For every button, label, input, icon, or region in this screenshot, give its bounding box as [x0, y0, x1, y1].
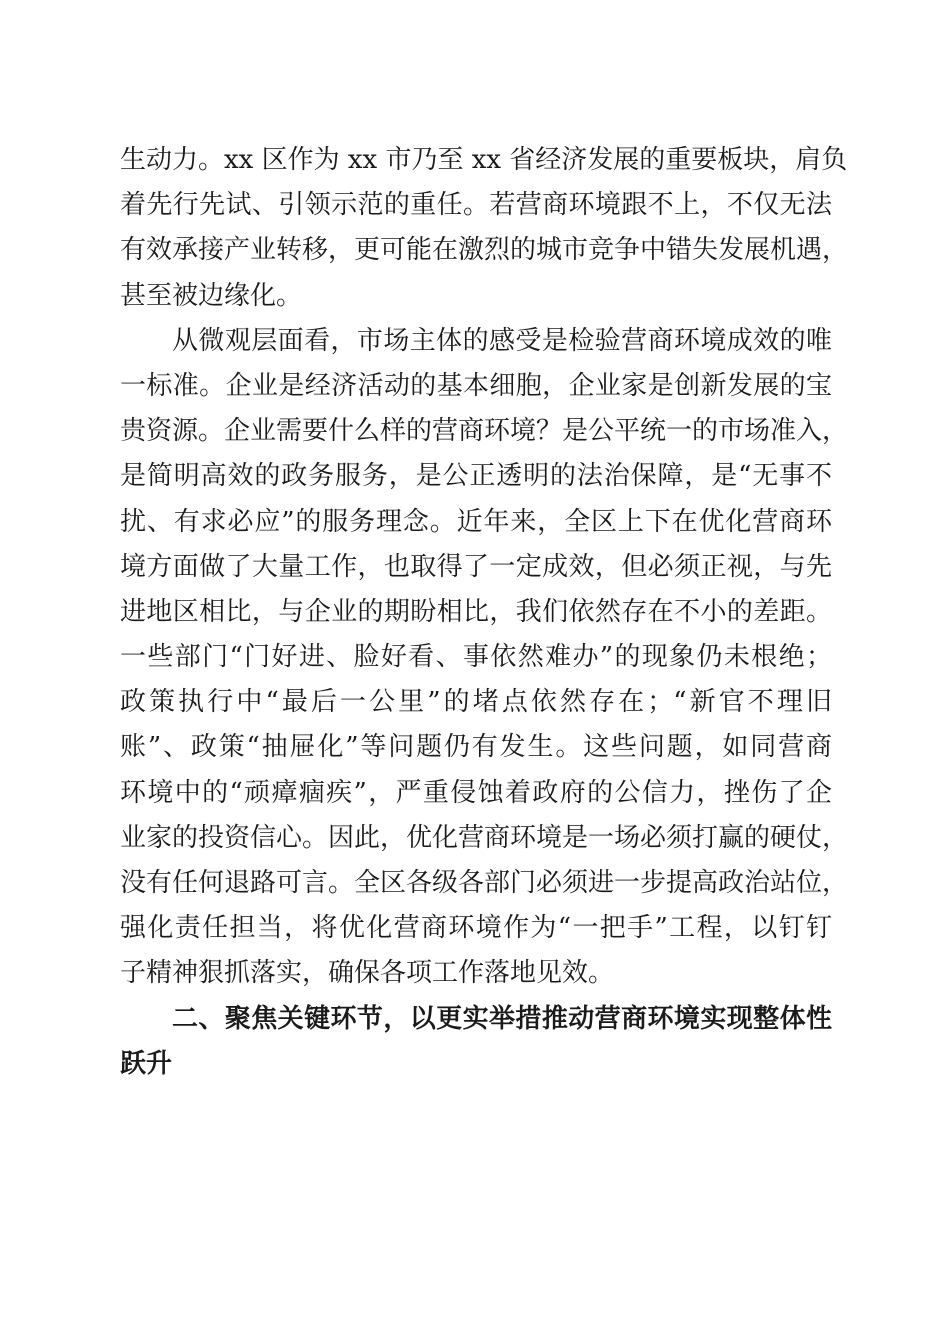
- paragraph-1-line-3: 有效承接产业转移，更可能在激烈的城市竞争中错失发展机遇，: [120, 235, 849, 266]
- paragraph-2-line-8: 一些部门“门好进、脸好看、事依然难办”的现象仍未根绝；: [120, 642, 832, 673]
- section-heading-line-2: 跃升: [120, 1048, 173, 1079]
- paragraph-2-line-12: 业家的投资信心。因此，优化营商环境是一场必须打赢的硬仗，: [120, 822, 849, 853]
- paragraph-2-line-9: 政策执行中“最后一公里”的堵点依然存在；“新官不理旧: [120, 687, 832, 718]
- paragraph-2-line-6: 境方面做了大量工作，也取得了一定成效，但必须正视，与先: [120, 551, 832, 582]
- paragraph-2-line-1: 从微观层面看，市场主体的感受是检验营商环境成效的唯: [172, 325, 832, 356]
- paragraph-2-line-13: 没有任何退路可言。全区各级各部门必须进一步提高政治站位，: [120, 868, 849, 898]
- paragraph-2-line-15: 子精神狠抓落实，确保各项工作落地见效。: [120, 958, 615, 989]
- paragraph-2-line-3: 贵资源。企业需要什么样的营商环境？是公平统一的市场准入，: [120, 416, 849, 447]
- paragraph-1-line-4: 甚至被边缘化。: [120, 280, 303, 311]
- paragraph-2-line-11: 环境中的“顽瘴痼疾”，严重侵蚀着政府的公信力，挫伤了企: [120, 777, 832, 808]
- paragraph-2-line-4: 是简明高效的政务服务，是公正透明的法治保障，是“无事不: [120, 461, 832, 492]
- paragraph-2-line-7: 进地区相比，与企业的期盼相比，我们依然存在不小的差距。: [120, 596, 832, 627]
- paragraph-1-line-1: 生动力。xx 区作为 xx 市乃至 xx 省经济发展的重要板块，肩负: [120, 145, 848, 175]
- paragraph-2-line-2: 一标准。企业是经济活动的基本细胞，企业家是创新发展的宝: [120, 370, 832, 401]
- paragraph-2-line-10: 账”、政策“抽屉化”等问题仍有发生。这些问题，如同营商: [120, 732, 832, 763]
- document-body: [120, 138, 849, 1087]
- paragraph-2-line-14: 强化责任担当，将优化营商环境作为“一把手”工程，以钉钉: [120, 913, 832, 944]
- section-heading-line-1: 二、聚焦关键环节，以更实举措推动营商环境实现整体性: [172, 1003, 832, 1034]
- paragraph-1-line-2: 着先行先试、引领示范的重任。若营商环境跟不上，不仅无法: [120, 190, 832, 221]
- paragraph-2-line-5: 扰、有求必应”的服务理念。近年来，全区上下在优化营商环: [120, 506, 832, 537]
